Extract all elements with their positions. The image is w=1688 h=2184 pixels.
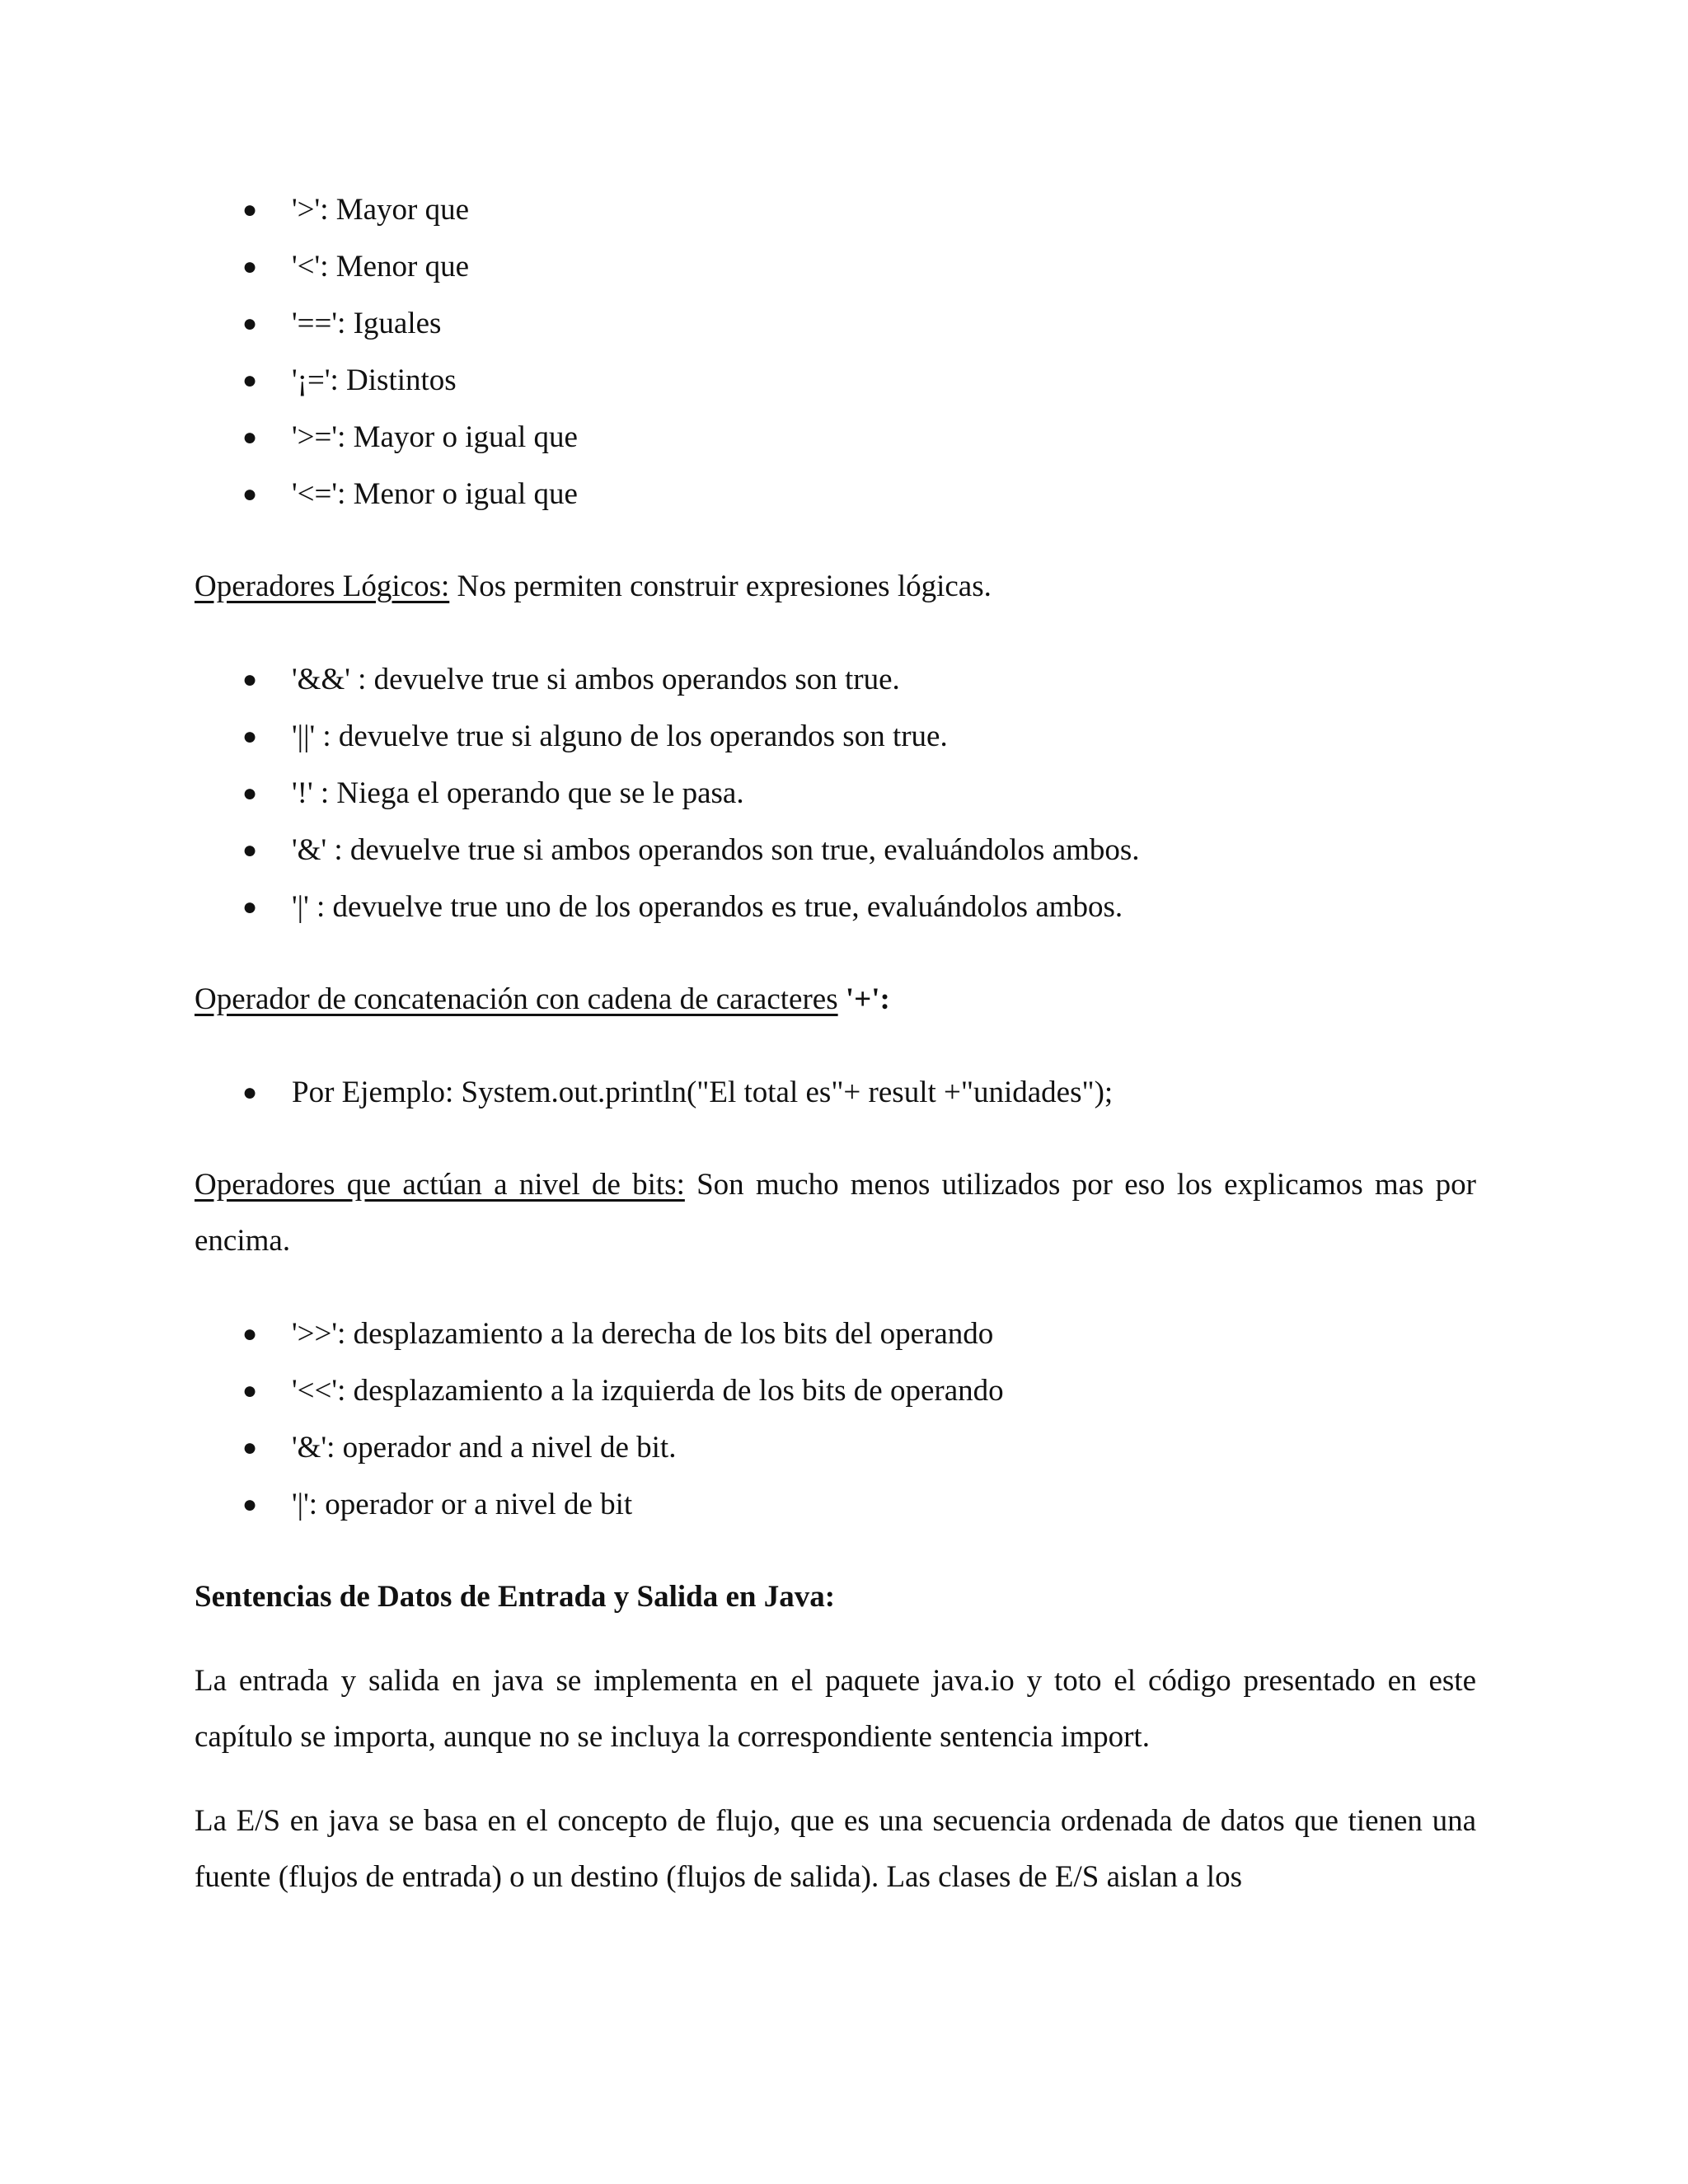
bullet-icon: ● <box>242 424 258 451</box>
relational-operators-list <box>195 181 1476 523</box>
bullet-icon: ● <box>242 1491 258 1518</box>
list-item: ● '&' : devuelve true si ambos operandos son true, evaluándolos ambos. <box>195 822 1476 879</box>
bullet-icon: ● <box>242 367 258 394</box>
section-heading: Operador de concatenación con cadena de caracteres <box>195 982 838 1016</box>
concatenation-intro: Operador de concatenación con cadena de caracteres '+': <box>195 982 890 1016</box>
section-heading: Operadores que actúan a nivel de bits: <box>195 1168 685 1202</box>
list-item: ● '<<': desplazamiento a la izquierda de los bits de operando <box>195 1362 1476 1419</box>
concatenation-list <box>195 1064 1476 1121</box>
bullet-icon: ● <box>242 253 258 280</box>
list-item: ● '<=': Menor o igual que <box>195 466 1476 523</box>
list-item: ● '¡=': Distintos <box>195 352 1476 409</box>
section-heading: Operadores Lógicos: <box>195 569 450 603</box>
list-item: ● '<': Menor que <box>195 238 1476 295</box>
io-paragraph-2: La E/S en java se basa en el concepto de flujo, que es una secuencia ordenada de datos que tienen una fuente (flujos de entrada) o un destino (flujos de salida). Las clases de E/S aislan a los <box>195 1804 1476 1894</box>
list-item: ● '>=': Mayor o igual que <box>195 409 1476 466</box>
list-item: ● '>': Mayor que <box>195 181 1476 238</box>
bullet-icon: ● <box>242 723 258 750</box>
io-paragraph-1: La entrada y salida en java se implementa en el paquete java.io y toto el código presentado en este capítulo se importa, aunque no se incluya la correspondiente sentencia import. <box>195 1664 1476 1754</box>
bullet-icon: ● <box>242 1434 258 1461</box>
bullet-icon: ● <box>242 780 258 807</box>
list-item: ● '||' : devuelve true si alguno de los operandos son true. <box>195 708 1476 765</box>
bullet-icon: ● <box>242 480 258 508</box>
list-item: ● '==': Iguales <box>195 295 1476 352</box>
logical-operators-intro: Operadores Lógicos: Nos permiten construir expresiones lógicas. <box>195 569 992 603</box>
bit-operators-list <box>195 1305 1476 1533</box>
list-item: ● Por Ejemplo: System.out.println("El total es"+ result +"unidades"); <box>195 1064 1476 1121</box>
list-item: ● '&&' : devuelve true si ambos operandos son true. <box>195 651 1476 708</box>
bullet-icon: ● <box>242 1079 258 1106</box>
bullet-icon: ● <box>242 893 258 921</box>
list-item: ● '!' : Niega el operando que se le pasa. <box>195 765 1476 822</box>
list-item: ● '|' : devuelve true uno de los operandos es true, evaluándolos ambos. <box>195 879 1476 935</box>
list-item: ● '>>': desplazamiento a la derecha de los bits del operando <box>195 1305 1476 1362</box>
logical-operators-list <box>195 651 1476 935</box>
list-item: ● '|': operador or a nivel de bit <box>195 1476 1476 1533</box>
bullet-icon: ● <box>242 196 258 223</box>
bullet-icon: ● <box>242 1320 258 1347</box>
bullet-icon: ● <box>242 666 258 693</box>
page-content <box>195 181 1476 1905</box>
bullet-icon: ● <box>242 310 258 337</box>
bit-operators-intro: Operadores que actúan a nivel de bits: Son mucho menos utilizados por eso los explicamos mas por encima. <box>195 1168 1476 1258</box>
bullet-icon: ● <box>242 837 258 864</box>
bullet-icon: ● <box>242 1377 258 1404</box>
io-section-heading: Sentencias de Datos de Entrada y Salida en Java: <box>195 1580 836 1614</box>
list-item: ● '&': operador and a nivel de bit. <box>195 1419 1476 1476</box>
